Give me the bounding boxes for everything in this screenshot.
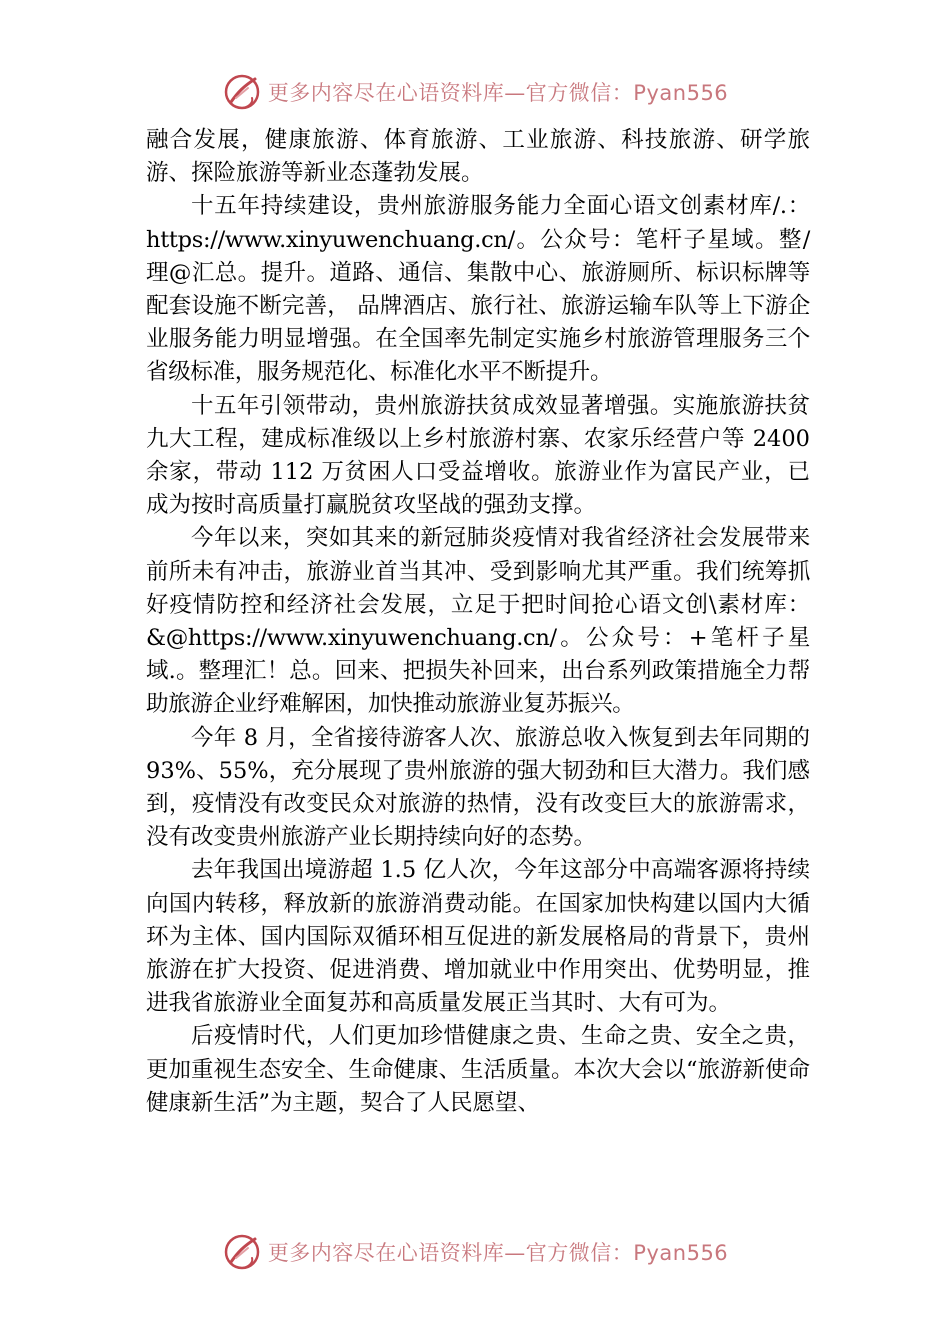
paragraph: 后疫情时代，人们更加珍惜健康之贵、生命之贵、安全之贵，更加重视生态安全、生命健康、生活质量。本次大会以“旅游新使命 健康新生活”为主题，契合了人民愿望、 — [146, 1023, 811, 1116]
paragraph: 融合发展，健康旅游、体育旅游、工业旅游、科技旅游、研学旅游、探险旅游等新业态蓬勃发展。 — [146, 127, 810, 187]
footer-watermark — [0, 1230, 950, 1274]
paragraph: 十五年引领带动，贵州旅游扶贫成效显著增强。实施旅游扶贫九大工程，建成标准级以上乡村旅游村寨、农家乐经营户等 2400 余家，带动 112 万贫困人口受益增收。旅游业作为富民产业，已成为按时高质量打赢脱贫攻坚战的强劲支撑。 — [146, 392, 810, 519]
watermark-logo-icon — [222, 1232, 262, 1272]
header-watermark — [0, 70, 950, 114]
watermark-logo-icon — [222, 72, 262, 112]
paragraph: 今年以来，突如其来的新冠肺炎疫情对我省经济社会发展带来前所未有冲击，旅游业首当其冲、受到影响尤其严重。我们统筹抓好疫情防控和经济社会发展，立足于把时间抢心语文创\素材库：&@https://www.xinyuwenchuang.cn/。公众号：+笔杆子星域.。整理汇！总。回来、把损失补回来，出台系列政策措施全力帮助旅游企业纾难解困，加快推动旅游业复苏振兴。 — [146, 525, 810, 718]
document-body — [146, 124, 810, 1120]
paragraph: 去年我国出境游超 1.5 亿人次，今年这部分中高端客源将持续向国内转移，释放新的旅游消费动能。在国家加快构建以国内大循环为主体、国内国际双循环相互促进的新发展格局的背景下，贵州旅游在扩大投资、促进消费、增加就业中作用突出、优势明显，推进我省旅游业全面复苏和高质量发展正当其时、大有可为。 — [146, 857, 810, 1017]
paragraph: 十五年持续建设，贵州旅游服务能力全面心语文创素材库/.：https://www.xinyuwenchuang.cn/。公众号：笔杆子星域。整/理@汇总。提升。道路、通信、集散中心、旅游厕所、标识标牌等配套设施不断完善， 品牌酒店、旅行社、旅游运输车队等上下游企业服务能力明显增强。在全国率先制定实施乡村旅游管理服务三个省级标准，服务规范化、标准化水平不断提升。 — [146, 193, 810, 386]
footer-watermark-text: 更多内容尽在心语资料库—官方微信：Pyan556 — [267, 1241, 729, 1265]
paragraph: 今年 8 月，全省接待游客人次、旅游总收入恢复到去年同期的 93%、55%，充分展现了贵州旅游的强大韧劲和巨大潜力。我们感到，疫情没有改变民众对旅游的热情，没有改变巨大的旅游需求，没有改变贵州旅游产业长期持续向好的态势。 — [146, 724, 810, 851]
header-watermark-text: 更多内容尽在心语资料库—官方微信：Pyan556 — [267, 81, 729, 105]
